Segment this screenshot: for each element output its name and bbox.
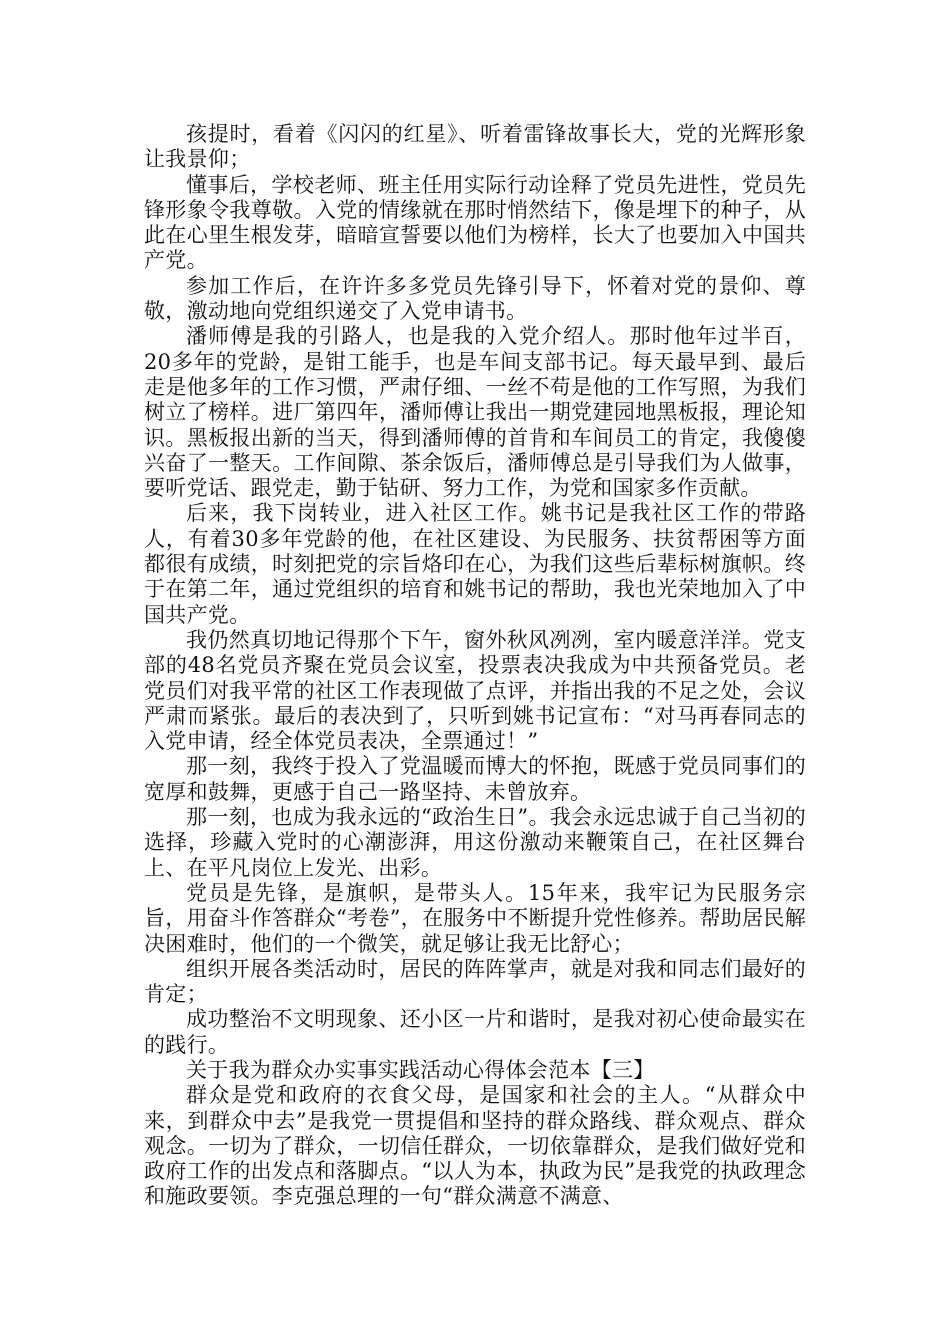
paragraph-activities: 组织开展各类活动时，居民的阵阵掌声，就是对我和同志们最好的肯定；: [144, 956, 806, 1007]
paragraph-work: 参加工作后，在许许多多党员先锋引导下，怀着对党的景仰、尊敬，激动地向党组织递交了入党申请书。: [144, 273, 806, 324]
paragraph-practice: 成功整治不文明现象、还小区一片和谐时，是我对初心使命最实在的践行。: [144, 1007, 806, 1057]
paragraph-childhood: 孩提时，看着《闪闪的红星》、听着雷锋故事长大，党的光辉形象让我景仰；: [144, 122, 806, 172]
paragraph-moment-2: 那一刻，也成为我永远的“政治生日”。我会永远忠诚于自己当初的选择，珍藏入党时的心潮澎湃，用这份激动来鞭策自己，在社区舞台上、在平凡岗位上发光、出彩。: [144, 805, 806, 880]
document-body: [144, 122, 806, 1210]
paragraph-vote: 我仍然真切地记得那个下午，窗外秋风冽冽，室内暖意洋洋。党支部的48名党员齐聚在党员会议室，投票表决我成为中共预备党员。老党员们对我平常的社区工作表现做了点评，并指出我的不足之处，会议严肃而紧张。最后的表决到了，只听到姚书记宣布：“对马再春同志的入党申请，经全体党员表决，全票通过！”: [144, 627, 806, 754]
paragraph-masses: 群众是党和政府的衣食父母，是国家和社会的主人。“从群众中来，到群众中去”是我党一贯提倡和坚持的群众路线、群众观点、群众观念。一切为了群众，一切信任群众，一切依靠群众，是我们做好党和政府工作的出发点和落脚点。“以人为本，执政为民”是我党的执政理念和施政要领。李克强总理的一句“群众满意不满意、: [144, 1083, 806, 1209]
paragraph-community: 后来，我下岗转业，进入社区工作。姚书记是我社区工作的带路人，有着30多年党龄的他，在社区建设、为民服务、扶贫帮困等方面都很有成绩，时刻把党的宗旨烙印在心，为我们这些后辈标树旗帜。终于在第二年，通过党组织的培育和姚书记的帮助，我也光荣地加入了中国共产党。: [144, 501, 806, 627]
paragraph-moment-1: 那一刻，我终于投入了党温暖而博大的怀抱，既感于党员同事们的宽厚和鼓舞，更感于自己一路坚持、未曾放弃。: [144, 754, 806, 804]
paragraph-master-pan: 潘师傅是我的引路人，也是我的入党介绍人。那时他年过半百，20多年的党龄，是钳工能手，也是车间支部书记。每天最早到、最后走是他多年的工作习惯，严肃仔细、一丝不苟是他的工作写照，为我们树立了榜样。进厂第四年，潘师傅让我出一期党建园地黑板报，理论知识。黑板报出新的当天，得到潘师傅的首肯和车间员工的肯定，我傻傻兴奋了一整天。工作间隙、茶余饭后，潘师傅总是引导我们为人做事，要听党话、跟党走，勤于钻研、努力工作，为党和国家多作贡献。: [144, 324, 806, 501]
paragraph-school: 懂事后，学校老师、班主任用实际行动诠释了党员先进性，党员先锋形象令我尊敬。入党的情缘就在那时悄然结下，像是埋下的种子，从此在心里生根发芽，暗暗宣誓要以他们为榜样，长大了也要加入中国共产党。: [144, 172, 806, 273]
section-heading: 关于我为群众办实事实践活动心得体会范本【三】: [186, 1057, 655, 1082]
paragraph-pioneer: 党员是先锋，是旗帜，是带头人。15年来，我牢记为民服务宗旨，用奋斗作答群众“考卷”，在服务中不断提升党性修养。帮助居民解决困难时，他们的一个微笑，就足够让我无比舒心；: [144, 880, 806, 956]
